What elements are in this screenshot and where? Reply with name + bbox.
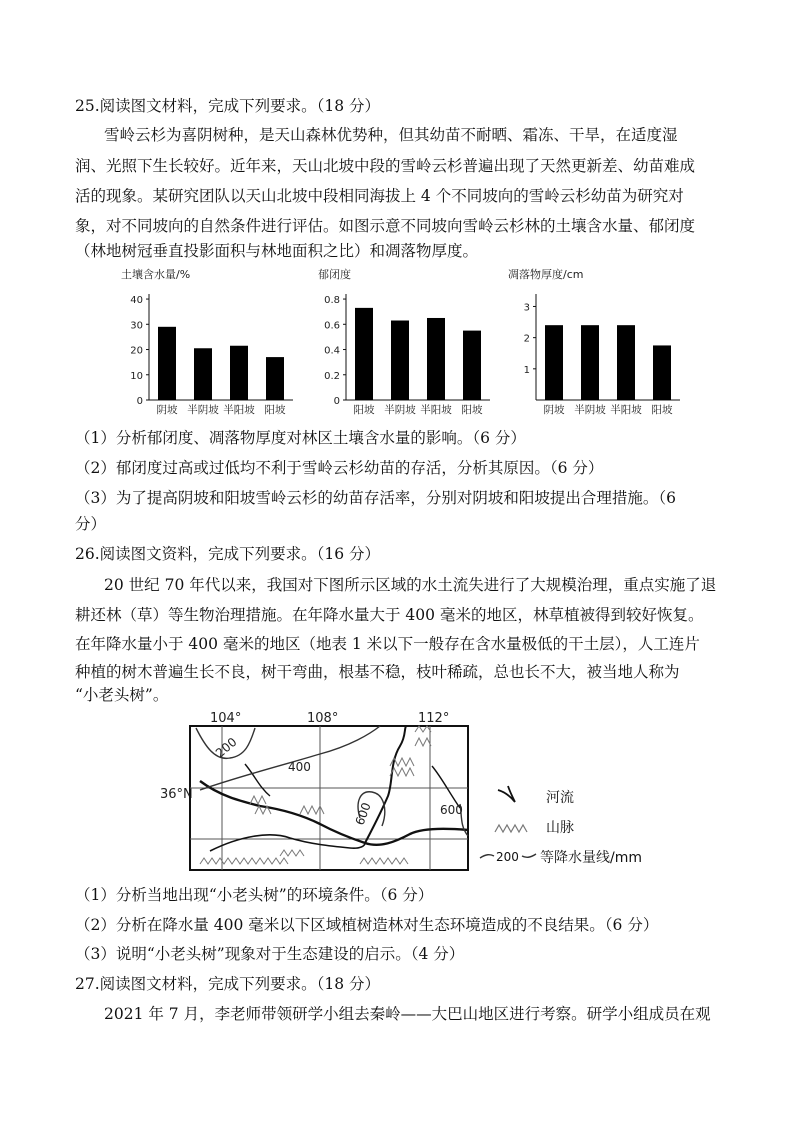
y-tick-label: 40 <box>130 295 143 307</box>
y-tick-label: 0 <box>136 396 143 407</box>
y-axis-label: 凋落物厚度/cm <box>508 268 584 281</box>
precipitation-map <box>160 706 720 876</box>
y-tick-label: 0.6 <box>324 320 340 332</box>
q25-question-2: （2）郁闭度过高或过低均不利于雪岭云杉幼苗的存活，分析其原因。（6 分） <box>75 459 604 477</box>
x-tick-label: 阳坡 <box>461 404 483 416</box>
y-tick-label: 0.4 <box>324 345 340 357</box>
bar <box>158 327 176 400</box>
bar <box>427 318 445 400</box>
bar <box>581 325 599 400</box>
x-tick-label: 阴坡 <box>543 404 565 416</box>
q25-question-1: （1）分析郁闭度、凋落物厚度对林区土壤含水量的影响。（6 分） <box>75 429 526 447</box>
bar <box>545 325 563 400</box>
river <box>432 766 460 808</box>
legend-river: 河流 <box>546 790 574 806</box>
x-tick-label: 半阳坡 <box>420 404 452 416</box>
bar <box>355 308 373 400</box>
lat-label: 36°N <box>160 787 193 802</box>
litter-thickness-chart <box>502 264 687 428</box>
y-tick-label: 0.8 <box>324 295 340 307</box>
isoline-label: 200 <box>212 734 240 761</box>
q26-question-1: （1）分析当地出现“小老头树”的环境条件。（6 分） <box>75 886 434 904</box>
q25-para-line: 润、光照下生长较好。近年来，天山北坡中段的雪岭云杉普遍出现了天然更新差、幼苗难成 <box>75 157 696 175</box>
y-tick-label: 1 <box>523 364 530 376</box>
q25-heading: 25.阅读图文材料，完成下列要求。（18 分） <box>75 97 381 115</box>
x-tick-label: 阳坡 <box>353 404 375 416</box>
q25-para-line: 活的现象。某研究团队以天山北坡中段相同海拔上 4 个不同坡向的雪岭云杉幼苗为研究对 <box>75 187 684 205</box>
mountain-legend-icon <box>495 825 527 832</box>
river <box>365 726 406 843</box>
x-tick-label: 阳坡 <box>264 404 286 416</box>
isoline-legend-icon <box>480 855 494 858</box>
lon-label: 112° <box>418 711 450 726</box>
x-tick-label: 半阳坡 <box>223 404 255 416</box>
soil-moisture-chart <box>115 264 300 428</box>
y-axis-label: 土壤含水量/% <box>121 268 191 281</box>
x-tick-label: 阴坡 <box>156 404 178 416</box>
q27-para-line: 2021 年 7 月，李老师带领研学小组去秦岭——大巴山地区进行考察。研学小组成员在观 <box>104 1005 711 1023</box>
y-tick-label: 10 <box>130 370 143 382</box>
isoline-label: 400 <box>288 760 311 774</box>
q25-question-3-cont: 分） <box>75 515 107 533</box>
river <box>200 781 468 845</box>
q26-question-3: （3）说明“小老头树”现象对于生态建设的启示。（4 分） <box>75 945 465 963</box>
x-tick-label: 半阴坡 <box>187 404 219 416</box>
bar <box>463 331 481 400</box>
bar <box>230 346 248 400</box>
y-tick-label: 0.2 <box>324 370 340 382</box>
y-tick-label: 20 <box>130 345 143 357</box>
q25-question-3: （3）为了提高阴坡和阳坡雪岭云杉的幼苗存活率，分别对阴坡和阳坡提出合理措施。（6 <box>75 489 676 507</box>
q26-para-line: 在年降水量小于 400 毫米的地区（地表 1 米以下一般存在含水量极低的干土层），人工连片 <box>75 635 700 653</box>
isoline-label: 600 <box>440 803 463 817</box>
y-tick-label: 30 <box>130 320 143 332</box>
q26-question-2: （2）分析在降水量 400 毫米以下区域植树造林对生态环境造成的不良结果。（6 分） <box>75 916 659 934</box>
q26-para-line: 20 世纪 70 年代以来，我国对下图所示区域的水土流失进行了大规模治理，重点实施了退 <box>104 576 717 594</box>
q27-heading: 27.阅读图文材料，完成下列要求。（18 分） <box>75 975 381 993</box>
q26-para-line: 耕还林（草）等生物治理措施。在年降水量大于 400 毫米的地区，林草植被得到较好恢复。 <box>75 606 704 624</box>
legend-isoline: 等降水量线/mm <box>540 850 642 866</box>
bar <box>617 325 635 400</box>
river <box>210 835 365 851</box>
q26-para-line: “小老头树”。 <box>75 686 169 704</box>
q25-para-line: 雪岭云杉为喜阴树种，是天山森林优势种，但其幼苗不耐晒、霜冻、干旱，在适度湿 <box>104 126 678 144</box>
bar <box>391 321 409 401</box>
legend-mountain: 山脉 <box>546 820 574 836</box>
x-tick-label: 阳坡 <box>651 404 673 416</box>
isoline-label: 600 <box>352 800 374 828</box>
y-axis-label: 郁闭度 <box>318 268 351 281</box>
river-legend-icon <box>498 786 515 802</box>
x-tick-label: 半阳坡 <box>610 404 642 416</box>
x-tick-label: 半阴坡 <box>574 404 606 416</box>
q26-para-line: 种植的树木普遍生长不良，树干弯曲，根基不稳，枝叶稀疏，总也长不大，被当地人称为 <box>75 663 680 681</box>
canopy-density-chart <box>312 264 497 428</box>
q25-para-line: （林地树冠垂直投影面积与林地面积之比）和凋落物厚度。 <box>75 242 479 260</box>
lon-label: 108° <box>307 711 339 726</box>
legend-isoline-value: 200 <box>496 850 519 864</box>
bar <box>653 345 671 400</box>
y-tick-label: 2 <box>523 333 530 345</box>
y-tick-label: 3 <box>523 302 530 314</box>
x-tick-label: 半阴坡 <box>384 404 416 416</box>
isoline-legend-icon <box>522 854 536 857</box>
bar <box>266 357 284 400</box>
q26-heading: 26.阅读图文资料，完成下列要求。（16 分） <box>75 545 381 563</box>
q25-para-line: 象，对不同坡向的自然条件进行评估。如图示意不同坡向雪岭云杉林的土壤含水量、郁闭度 <box>75 217 696 235</box>
lon-label: 104° <box>210 711 242 726</box>
bar <box>194 348 212 400</box>
y-tick-label: 0 <box>333 396 340 407</box>
